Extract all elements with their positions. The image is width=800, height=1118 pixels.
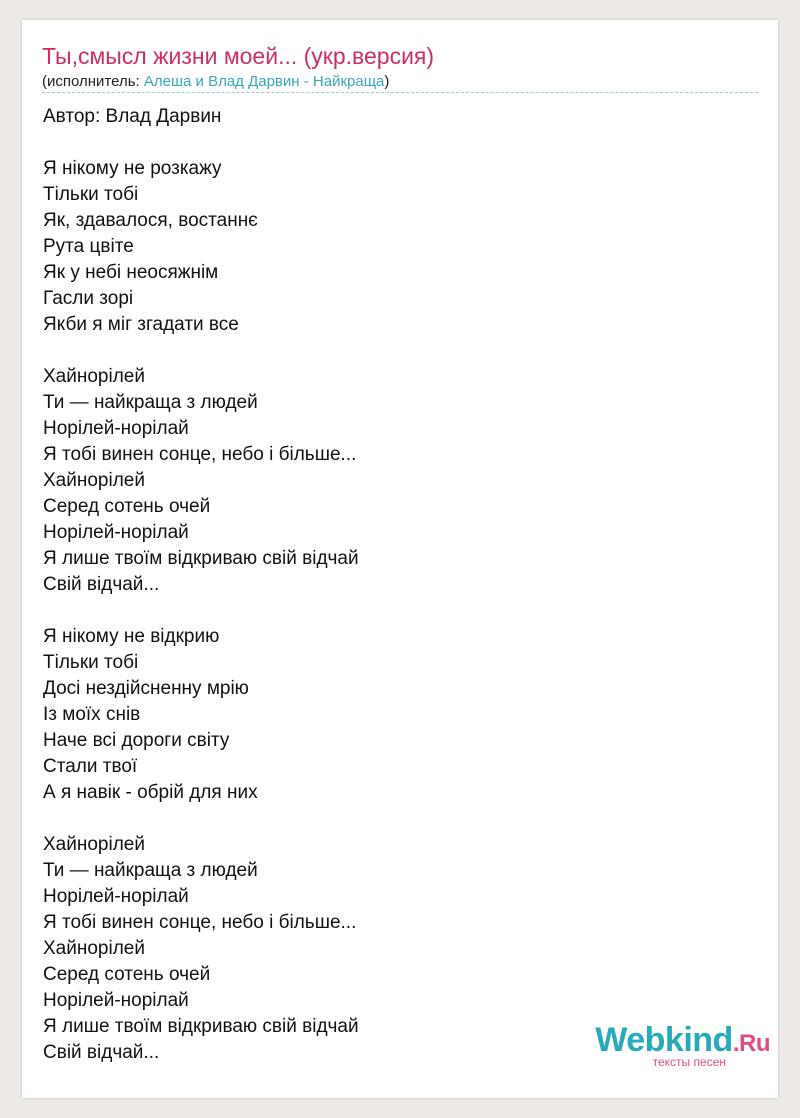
lyric-line: Досі нездійсненну мрію [43,678,249,699]
logo-suffix: .Ru [732,1030,770,1057]
lyric-line: Тільки тобі [43,184,139,205]
logo-word: Webkind [595,1021,733,1059]
lyric-line: Я лише твоїм відкриваю свій відчай [43,1016,359,1037]
lyric-line: Серед сотень очей [43,496,211,517]
header-divider [42,92,758,93]
lyric-line: Хайнорілей [43,938,145,959]
performer-prefix: (исполнитель: [42,73,144,90]
lyric-line: Як, здавалося, востаннє [43,210,258,231]
lyric-line: Рута цвіте [43,236,134,257]
lyric-line: Норілей-норілай [43,990,189,1011]
lyric-line: Хайнорілей [43,470,145,491]
site-logo[interactable] [580,1022,770,1068]
lyric-line: Свій відчай... [43,574,160,595]
lyric-line: Хайнорілей [43,834,145,855]
lyrics-sheet [22,20,778,1098]
lyric-line: Тільки тобі [43,652,139,673]
lyric-line: Я тобі винен сонце, небо і більше... [43,912,357,933]
lyrics-text [43,104,359,1066]
lyric-blank-line [43,130,359,156]
lyric-blank-line [43,338,359,364]
lyric-line: Наче всі дороги світу [43,730,230,751]
lyric-line: Я тобі винен сонце, небо і більше... [43,444,357,465]
performer-line [42,72,389,92]
song-title: Ты,смысл жизни моей... (укр.версия) [42,43,435,69]
lyric-line: Хайнорілей [43,366,145,387]
lyric-line: Із моїх снів [43,704,141,725]
lyric-line: Якби я міг згадати все [43,314,239,335]
lyric-line: Гасли зорі [43,288,134,309]
lyric-line: Я нікому не розкажу [43,158,222,179]
lyric-line: Свій відчай... [43,1042,160,1063]
lyric-blank-line [43,598,359,624]
lyric-line: Ти — найкраща з людей [43,392,258,413]
lyric-line: Як у небі неосяжнім [43,262,219,283]
performer-suffix: ) [384,73,390,90]
lyric-line: А я навік - обрій для них [43,782,258,803]
lyric-line: Ти — найкраща з людей [43,860,258,881]
lyric-line: Серед сотень очей [43,964,211,985]
lyric-line: Норілей-норілай [43,522,189,543]
logo-tagline: тексты песен [652,1055,726,1069]
lyric-blank-line [43,806,359,832]
lyric-line: Норілей-норілай [43,886,189,907]
performer-link[interactable]: Алеша и Влад Дарвин - Найкраща [143,73,385,90]
lyric-line: Я лише твоїм відкриваю свій відчай [43,548,359,569]
lyric-line: Автор: Влад Дарвин [43,106,222,127]
lyric-line: Я нікому не відкрию [43,626,220,647]
lyric-line: Норілей-норілай [43,418,189,439]
lyric-line: Стали твої [43,756,138,777]
